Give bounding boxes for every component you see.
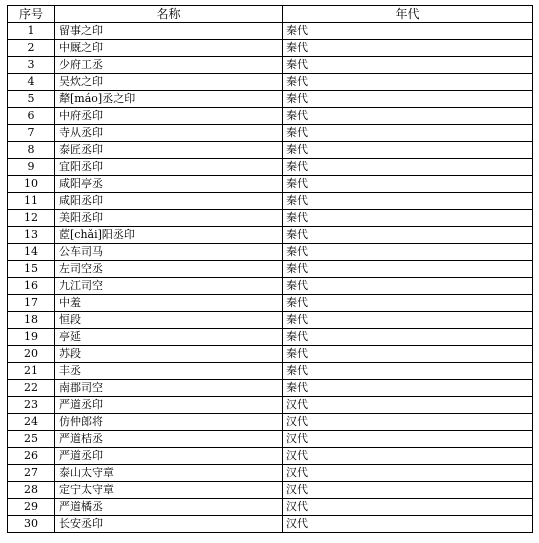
seal-name: 中羞 [55, 295, 283, 312]
table-row [8, 295, 533, 312]
seal-name: 咸阳亭丞 [55, 176, 283, 193]
seal-name: 苏段 [55, 346, 283, 363]
seal-name: 咸阳丞印 [55, 193, 283, 210]
table-row [8, 499, 533, 516]
row-index: 6 [8, 108, 55, 125]
table-row [8, 74, 533, 91]
table-row [8, 125, 533, 142]
row-index: 12 [8, 210, 55, 227]
era: 秦代 [283, 380, 533, 397]
era: 秦代 [283, 40, 533, 57]
era: 秦代 [283, 193, 533, 210]
table-row [8, 329, 533, 346]
seal-name: 定宁太守章 [55, 482, 283, 499]
era: 汉代 [283, 499, 533, 516]
row-index: 22 [8, 380, 55, 397]
seal-name: 吴炊之印 [55, 74, 283, 91]
table-row [8, 278, 533, 295]
era: 汉代 [283, 448, 533, 465]
row-index: 3 [8, 57, 55, 74]
row-index: 13 [8, 227, 55, 244]
table-row [8, 57, 533, 74]
era: 汉代 [283, 431, 533, 448]
era: 秦代 [283, 91, 533, 108]
era: 秦代 [283, 329, 533, 346]
seal-name: 仿仲郎将 [55, 414, 283, 431]
row-index: 15 [8, 261, 55, 278]
table-row [8, 108, 533, 125]
table-row [8, 261, 533, 278]
table-row [8, 380, 533, 397]
header-name: 名称 [55, 6, 283, 23]
seal-name: 恒段 [55, 312, 283, 329]
seal-name: 公车司马 [55, 244, 283, 261]
era: 秦代 [283, 125, 533, 142]
row-index: 1 [8, 23, 55, 40]
era: 秦代 [283, 108, 533, 125]
seal-name: 严道桔丞 [55, 431, 283, 448]
era: 秦代 [283, 363, 533, 380]
table-row [8, 516, 533, 533]
era: 秦代 [283, 159, 533, 176]
table-row [8, 40, 533, 57]
table-row [8, 91, 533, 108]
row-index: 19 [8, 329, 55, 346]
era: 秦代 [283, 312, 533, 329]
seal-name: 留事之印 [55, 23, 283, 40]
table-row [8, 227, 533, 244]
row-index: 7 [8, 125, 55, 142]
row-index: 10 [8, 176, 55, 193]
era: 汉代 [283, 516, 533, 533]
era: 汉代 [283, 414, 533, 431]
era: 秦代 [283, 74, 533, 91]
era: 秦代 [283, 244, 533, 261]
row-index: 8 [8, 142, 55, 159]
row-index: 29 [8, 499, 55, 516]
table-row [8, 346, 533, 363]
row-index: 20 [8, 346, 55, 363]
table-row [8, 142, 533, 159]
header-era: 年代 [283, 6, 533, 23]
row-index: 9 [8, 159, 55, 176]
header-index: 序号 [8, 6, 55, 23]
row-index: 24 [8, 414, 55, 431]
seal-name: 长安丞印 [55, 516, 283, 533]
table-row [8, 176, 533, 193]
seal-name: 泰山太守章 [55, 465, 283, 482]
row-index: 25 [8, 431, 55, 448]
row-index: 2 [8, 40, 55, 57]
table-row [8, 363, 533, 380]
seal-name: 南郡司空 [55, 380, 283, 397]
row-index: 30 [8, 516, 55, 533]
table-row [8, 159, 533, 176]
table-row [8, 465, 533, 482]
seal-name: 九江司空 [55, 278, 283, 295]
era: 秦代 [283, 23, 533, 40]
era: 秦代 [283, 176, 533, 193]
table-row [8, 244, 533, 261]
seal-name: 中厩之印 [55, 40, 283, 57]
row-index: 23 [8, 397, 55, 414]
table-body [8, 23, 533, 533]
row-index: 27 [8, 465, 55, 482]
seal-table [7, 5, 533, 533]
table-row [8, 431, 533, 448]
seal-name: 泰匠丞印 [55, 142, 283, 159]
era: 汉代 [283, 482, 533, 499]
seal-name: 中府丞印 [55, 108, 283, 125]
row-index: 17 [8, 295, 55, 312]
seal-name: 少府工丞 [55, 57, 283, 74]
seal-name: 丰丞 [55, 363, 283, 380]
seal-name: 宜阳丞印 [55, 159, 283, 176]
seal-name: 寺从丞印 [55, 125, 283, 142]
table-row [8, 397, 533, 414]
era: 秦代 [283, 227, 533, 244]
row-index: 28 [8, 482, 55, 499]
row-index: 26 [8, 448, 55, 465]
table-row [8, 482, 533, 499]
seal-name: 严道丞印 [55, 397, 283, 414]
seal-name: 左司空丞 [55, 261, 283, 278]
seal-name: 严道橘丞 [55, 499, 283, 516]
row-index: 5 [8, 91, 55, 108]
table-row [8, 210, 533, 227]
header-row [8, 6, 533, 23]
era: 秦代 [283, 346, 533, 363]
row-index: 11 [8, 193, 55, 210]
row-index: 14 [8, 244, 55, 261]
row-index: 4 [8, 74, 55, 91]
seal-name: 犛[máo]丞之印 [55, 91, 283, 108]
era: 秦代 [283, 142, 533, 159]
seal-name: 美阳丞印 [55, 210, 283, 227]
era: 秦代 [283, 278, 533, 295]
era: 秦代 [283, 210, 533, 227]
era: 秦代 [283, 261, 533, 278]
row-index: 18 [8, 312, 55, 329]
seal-name: 茝[chǎi]阳丞印 [55, 227, 283, 244]
era: 秦代 [283, 295, 533, 312]
table-row [8, 414, 533, 431]
row-index: 21 [8, 363, 55, 380]
table-row [8, 23, 533, 40]
era: 汉代 [283, 397, 533, 414]
row-index: 16 [8, 278, 55, 295]
era: 秦代 [283, 57, 533, 74]
era: 汉代 [283, 465, 533, 482]
table-row [8, 448, 533, 465]
seal-name: 亭延 [55, 329, 283, 346]
table-row [8, 193, 533, 210]
seal-name: 严道丞印 [55, 448, 283, 465]
table-row [8, 312, 533, 329]
